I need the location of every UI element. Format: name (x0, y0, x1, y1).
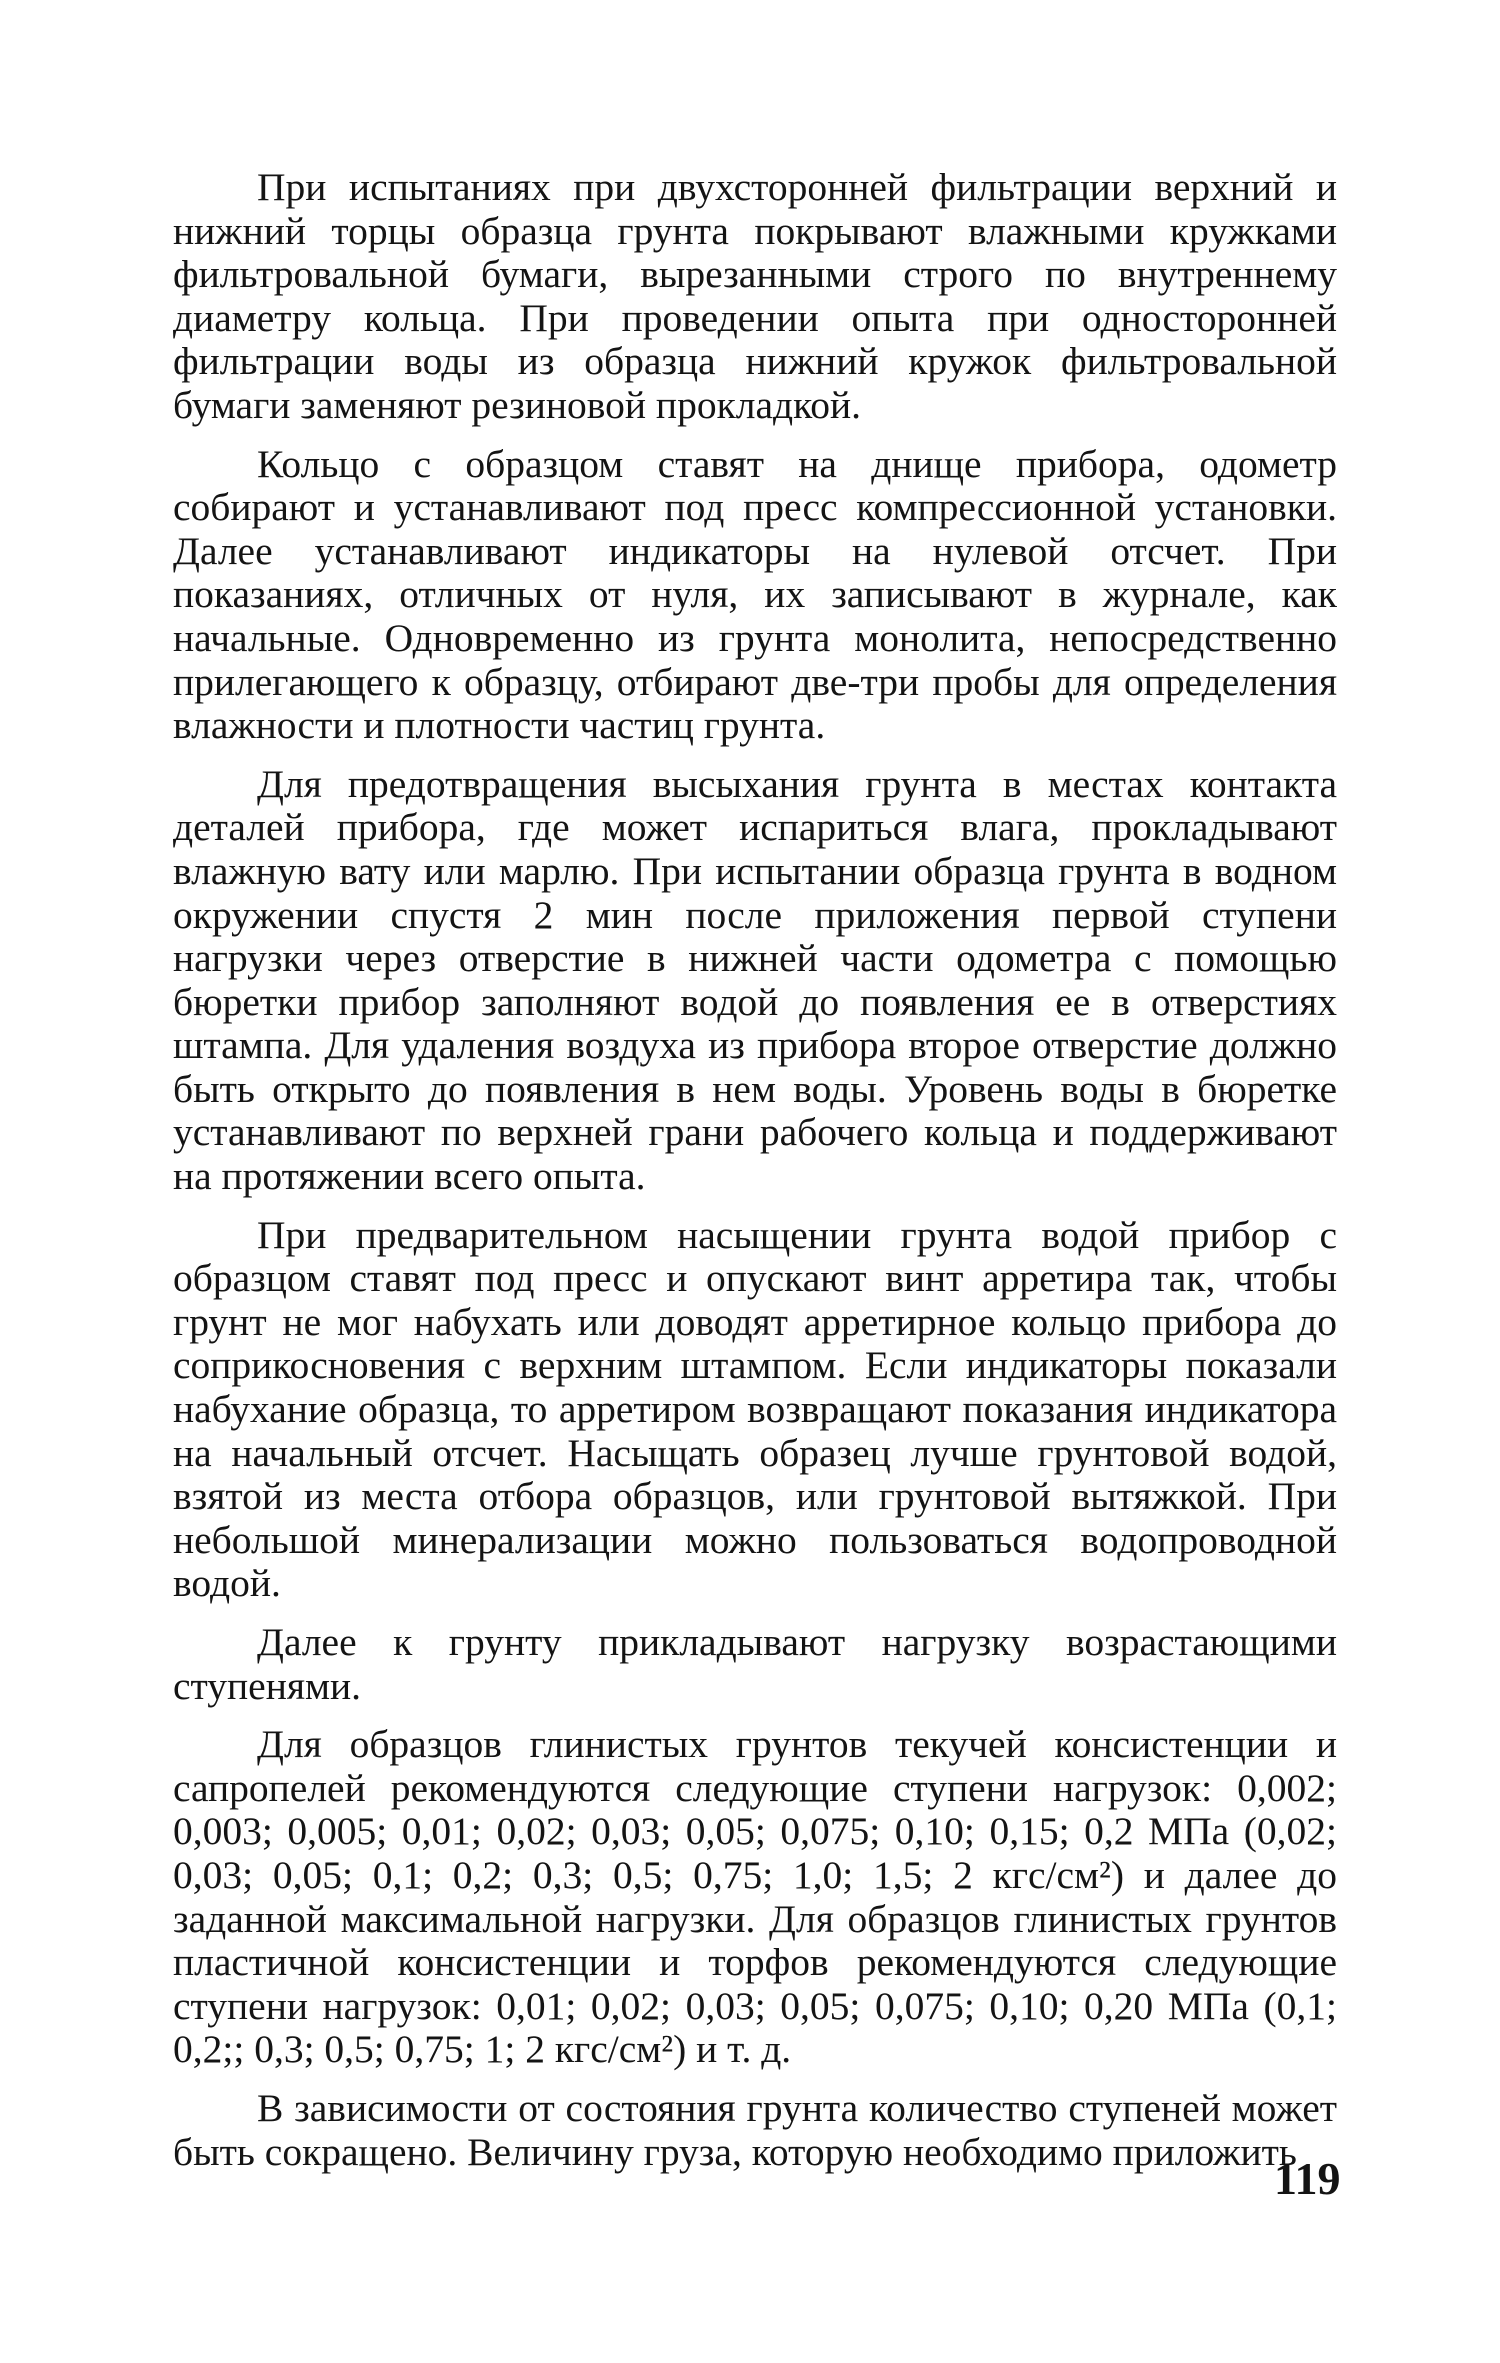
paragraph-drying-prevention: Для предотвращения высыхания грунта в местах контакта деталей прибора, где может испариться влага, прокладывают влажную вату или марлю. При испытании образца грунта в водном окружении спустя 2 мин после приложения первой ступени нагрузки через отверстие в нижней части одометра с помощью бюретки прибор заполняют водой до появления ее в отверстиях штампа. Для удаления воздуха из прибора второе отверстие должно быть открыто до появления в нем воды. Уровень воды в бюретке устанавливают по верхней грани рабочего кольца и поддерживают на протяжении всего опыта. (173, 761, 1337, 1199)
paragraph-filter-paper: При испытаниях при двухсторонней фильтрации верхний и нижний торцы образца грунта покрывают влажными кружками фильтровальной бумаги, вырезанными строго по внутреннему диаметру кольца. При проведении опыта при односторонней фильтрации воды из образца нижний кружок фильтровальной бумаги заменяют резиновой прокладкой. (173, 165, 1337, 427)
paragraph-ring-assembly: Кольцо с образцом ставят на днище прибора, одометр собирают и устанавливают под пресс компрессионной установки. Далее устанавливают индикаторы на нулевой отсчет. При показаниях, отличных от нуля, их записывают в журнале, как начальные. Одновременно из грунта монолита, непосредственно прилегающего к образцу, отбирают две-три пробы для определения влажности и плотности частиц грунта. (173, 441, 1337, 748)
page-number: 119 (1274, 2153, 1341, 2204)
paragraph-saturation: При предварительном насыщении грунта водой прибор с образцом ставят под пресс и опускают винт арретира так, чтобы грунт не мог набухать или доводят арретирное кольцо прибора до соприкосновения с верхним штампом. Если индикаторы показали набухание образца, то арретиром возвращают показания индикатора на начальный отсчет. Насыщать образец лучше грунтовой водой, взятой из места отбора образцов, или грунтовой вытяжкой. При небольшой минерализации можно пользоваться водопроводной водой. (173, 1212, 1337, 1606)
paragraph-load-steps: Для образцов глинистых грунтов текучей консистенции и сапропелей рекомендуются следующие ступени нагрузок: 0,002; 0,003; 0,005; 0,01; 0,02; 0,03; 0,05; 0,075; 0,10; 0,15; 0,2 МПа (0,02; 0,03; 0,05; 0,1; 0,2; 0,3; 0,5; 0,75; 1,0; 1,5; 2 кгс/см²) и далее до заданной максимальной нагрузки. Для образцов глинистых грунтов пластичной консистенции и торфов рекомендуются следующие ступени нагрузок: 0,01; 0,02; 0,03; 0,05; 0,075; 0,10; 0,20 МПа (0,1; 0,2;; 0,3; 0,5; 0,75; 1; 2 кгс/см²) и т. д. (173, 1722, 1337, 2072)
page-body (173, 166, 1337, 2189)
paragraph-load-steps-intro: Далее к грунту прикладывают нагрузку возрастающими ступенями. (173, 1620, 1337, 1708)
paragraph-step-reduction: В зависимости от состояния грунта количество ступеней может быть сокращено. Величину груза, которую необходимо приложить (173, 2085, 1337, 2174)
